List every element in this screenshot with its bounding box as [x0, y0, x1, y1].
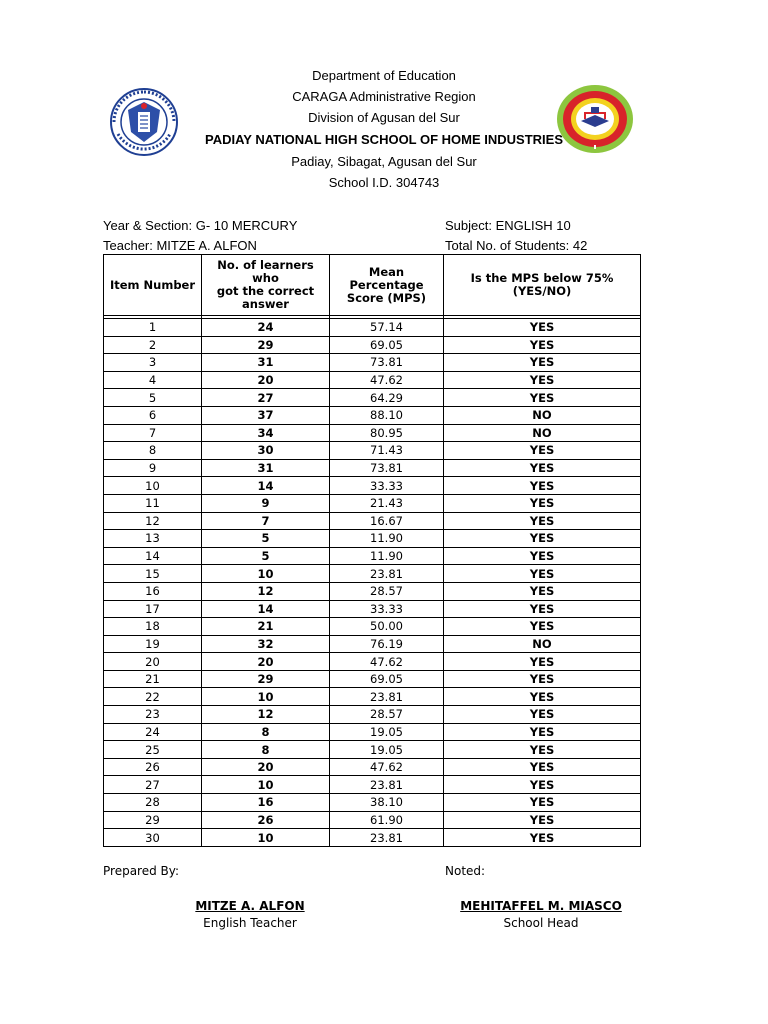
cell-below-75: NO — [444, 635, 641, 653]
cell-correct-count: 27 — [202, 389, 330, 407]
table-row — [104, 530, 641, 548]
cell-correct-count: 10 — [202, 829, 330, 847]
cell-correct-count: 14 — [202, 477, 330, 495]
cell-correct-count: 20 — [202, 758, 330, 776]
cell-item-number: 7 — [104, 424, 202, 442]
cell-correct-count: 10 — [202, 688, 330, 706]
cell-below-75: YES — [444, 741, 641, 759]
prepared-by-label: Prepared By: — [103, 864, 180, 878]
cell-correct-count: 5 — [202, 530, 330, 548]
cell-mps: 88.10 — [330, 406, 444, 424]
cell-correct-count: 12 — [202, 582, 330, 600]
cell-below-75: YES — [444, 670, 641, 688]
cell-mps: 73.81 — [330, 354, 444, 372]
school-name: PADIAY NATIONAL HIGH SCHOOL OF HOME INDUSTRIES — [204, 132, 563, 147]
cell-item-number: 6 — [104, 406, 202, 424]
cell-item-number: 12 — [104, 512, 202, 530]
table-header-row — [104, 255, 641, 316]
cell-below-75: YES — [444, 389, 641, 407]
table-row — [104, 776, 641, 794]
table-row — [104, 424, 641, 442]
cell-mps: 47.62 — [330, 653, 444, 671]
cell-item-number: 2 — [104, 336, 202, 354]
cell-below-75: YES — [444, 582, 641, 600]
cell-item-number: 19 — [104, 635, 202, 653]
year-section: Year & Section: G- 10 MERCURY — [103, 218, 298, 233]
cell-below-75: YES — [444, 494, 641, 512]
cell-mps: 23.81 — [330, 776, 444, 794]
cell-correct-count: 8 — [202, 723, 330, 741]
table-row — [104, 706, 641, 724]
cell-correct-count: 37 — [202, 406, 330, 424]
cell-correct-count: 7 — [202, 512, 330, 530]
cell-below-75: YES — [444, 811, 641, 829]
cell-below-75: YES — [444, 723, 641, 741]
cell-item-number: 30 — [104, 829, 202, 847]
table-row — [104, 442, 641, 460]
table-row — [104, 688, 641, 706]
cell-correct-count: 29 — [202, 670, 330, 688]
cell-mps: 76.19 — [330, 635, 444, 653]
cell-correct-count: 31 — [202, 459, 330, 477]
table-row — [104, 389, 641, 407]
cell-mps: 23.81 — [330, 688, 444, 706]
cell-mps: 80.95 — [330, 424, 444, 442]
table-row — [104, 811, 641, 829]
table-row — [104, 635, 641, 653]
cell-mps: 69.05 — [330, 336, 444, 354]
table-row — [104, 565, 641, 583]
cell-mps: 69.05 — [330, 670, 444, 688]
cell-below-75: YES — [444, 336, 641, 354]
cell-below-75: YES — [444, 688, 641, 706]
cell-below-75: YES — [444, 547, 641, 565]
cell-item-number: 5 — [104, 389, 202, 407]
cell-item-number: 18 — [104, 618, 202, 636]
cell-correct-count: 9 — [202, 494, 330, 512]
cell-item-number: 28 — [104, 794, 202, 812]
department-label: Department of Education — [312, 68, 456, 83]
cell-item-number: 3 — [104, 354, 202, 372]
cell-below-75: YES — [444, 758, 641, 776]
cell-correct-count: 31 — [202, 354, 330, 372]
cell-correct-count: 26 — [202, 811, 330, 829]
cell-mps: 71.43 — [330, 442, 444, 460]
cell-below-75: YES — [444, 565, 641, 583]
table-row — [104, 600, 641, 618]
cell-item-number: 15 — [104, 565, 202, 583]
cell-item-number: 20 — [104, 653, 202, 671]
table-row — [104, 582, 641, 600]
cell-below-75: YES — [444, 530, 641, 548]
cell-mps: 11.90 — [330, 547, 444, 565]
noted-label: Noted: — [445, 864, 486, 878]
cell-item-number: 24 — [104, 723, 202, 741]
cell-mps: 19.05 — [330, 741, 444, 759]
cell-item-number: 8 — [104, 442, 202, 460]
cell-below-75: YES — [444, 829, 641, 847]
cell-correct-count: 12 — [202, 706, 330, 724]
subject-label: Subject: ENGLISH 10 — [445, 218, 571, 233]
table-row — [104, 371, 641, 389]
table-row — [104, 741, 641, 759]
cell-mps: 33.33 — [330, 600, 444, 618]
cell-below-75: YES — [444, 459, 641, 477]
cell-item-number: 13 — [104, 530, 202, 548]
table-row — [104, 406, 641, 424]
cell-correct-count: 24 — [202, 319, 330, 337]
cell-correct-count: 16 — [202, 794, 330, 812]
cell-correct-count: 5 — [202, 547, 330, 565]
header-below-75: Is the MPS below 75% (YES/NO) — [444, 255, 641, 316]
preparer-name: MITZE A. ALFON — [195, 899, 305, 913]
cell-below-75: YES — [444, 618, 641, 636]
cell-mps: 73.81 — [330, 459, 444, 477]
cell-below-75: YES — [444, 319, 641, 337]
cell-correct-count: 20 — [202, 371, 330, 389]
cell-correct-count: 20 — [202, 653, 330, 671]
cell-mps: 23.81 — [330, 565, 444, 583]
cell-mps: 28.57 — [330, 706, 444, 724]
table-row — [104, 618, 641, 636]
division-label: Division of Agusan del Sur — [308, 110, 460, 125]
cell-correct-count: 30 — [202, 442, 330, 460]
cell-item-number: 21 — [104, 670, 202, 688]
cell-item-number: 22 — [104, 688, 202, 706]
cell-item-number: 14 — [104, 547, 202, 565]
cell-mps: 38.10 — [330, 794, 444, 812]
school-address: Padiay, Sibagat, Agusan del Sur — [291, 154, 477, 169]
noter-title: School Head — [503, 916, 579, 930]
cell-correct-count: 8 — [202, 741, 330, 759]
table-row — [104, 794, 641, 812]
table-row — [104, 319, 641, 337]
cell-correct-count: 10 — [202, 776, 330, 794]
cell-item-number: 27 — [104, 776, 202, 794]
cell-item-number: 4 — [104, 371, 202, 389]
item-analysis-table — [103, 254, 641, 847]
cell-correct-count: 21 — [202, 618, 330, 636]
cell-mps: 21.43 — [330, 494, 444, 512]
table-row — [104, 354, 641, 372]
region-label: CARAGA Administrative Region — [292, 89, 476, 104]
cell-mps: 50.00 — [330, 618, 444, 636]
cell-item-number: 26 — [104, 758, 202, 776]
cell-correct-count: 32 — [202, 635, 330, 653]
preparer-title: English Teacher — [203, 916, 297, 930]
cell-mps: 61.90 — [330, 811, 444, 829]
cell-mps: 16.67 — [330, 512, 444, 530]
table-row — [104, 336, 641, 354]
cell-below-75: YES — [444, 354, 641, 372]
header-mps: Mean Percentage Score (MPS) — [330, 255, 444, 316]
table-row — [104, 723, 641, 741]
cell-item-number: 29 — [104, 811, 202, 829]
cell-mps: 64.29 — [330, 389, 444, 407]
cell-below-75: YES — [444, 776, 641, 794]
cell-mps: 19.05 — [330, 723, 444, 741]
cell-below-75: YES — [444, 653, 641, 671]
table-row — [104, 459, 641, 477]
cell-item-number: 25 — [104, 741, 202, 759]
header-correct-count: No. of learners who got the correct answer — [202, 255, 330, 316]
cell-item-number: 9 — [104, 459, 202, 477]
table-row — [104, 494, 641, 512]
cell-correct-count: 10 — [202, 565, 330, 583]
cell-below-75: YES — [444, 794, 641, 812]
header-item-number: Item Number — [104, 255, 202, 316]
cell-mps: 11.90 — [330, 530, 444, 548]
cell-mps: 28.57 — [330, 582, 444, 600]
cell-below-75: NO — [444, 406, 641, 424]
table-row — [104, 758, 641, 776]
cell-correct-count: 29 — [202, 336, 330, 354]
cell-mps: 47.62 — [330, 758, 444, 776]
cell-item-number: 16 — [104, 582, 202, 600]
table-row — [104, 653, 641, 671]
cell-below-75: YES — [444, 706, 641, 724]
cell-item-number: 10 — [104, 477, 202, 495]
noter-name: MEHITAFFEL M. MIASCO — [460, 899, 622, 913]
table-row — [104, 829, 641, 847]
school-id: School I.D. 304743 — [328, 175, 440, 190]
table-row — [104, 477, 641, 495]
cell-below-75: YES — [444, 600, 641, 618]
cell-below-75: YES — [444, 477, 641, 495]
cell-below-75: NO — [444, 424, 641, 442]
cell-item-number: 17 — [104, 600, 202, 618]
cell-below-75: YES — [444, 371, 641, 389]
cell-below-75: YES — [444, 442, 641, 460]
cell-mps: 57.14 — [330, 319, 444, 337]
total-students: Total No. of Students: 42 — [445, 238, 588, 253]
cell-below-75: YES — [444, 512, 641, 530]
cell-item-number: 23 — [104, 706, 202, 724]
cell-correct-count: 34 — [202, 424, 330, 442]
cell-mps: 33.33 — [330, 477, 444, 495]
table-row — [104, 512, 641, 530]
cell-mps: 23.81 — [330, 829, 444, 847]
cell-mps: 47.62 — [330, 371, 444, 389]
teacher-label: Teacher: MITZE A. ALFON — [103, 238, 257, 253]
table-row — [104, 670, 641, 688]
table-row — [104, 547, 641, 565]
cell-correct-count: 14 — [202, 600, 330, 618]
cell-item-number: 1 — [104, 319, 202, 337]
cell-item-number: 11 — [104, 494, 202, 512]
